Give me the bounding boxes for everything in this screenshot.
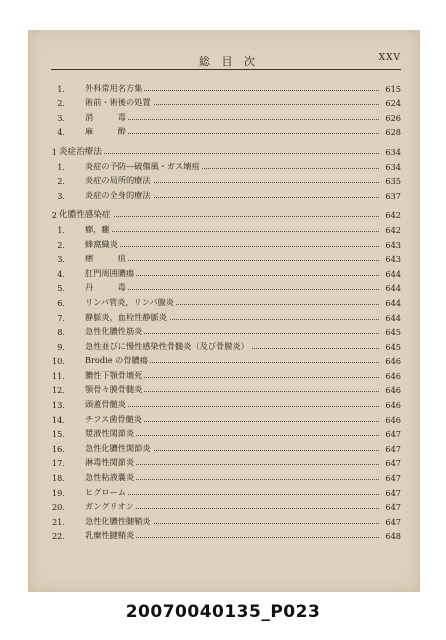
toc-entry-title: 丹 毒 [85,282,126,293]
toc-entry-row [29,264,419,279]
table-of-contents [29,79,419,541]
toc-entry-row [29,250,419,265]
toc-entry-number: 2. [57,176,65,187]
toc-entry-title: 漿液性関節炎 [85,428,135,439]
toc-entry-row [29,279,419,294]
toc-entry-page: 647 [379,473,401,483]
toc-entry-number: 11. [51,370,65,381]
toc-entry-title: 頭蓋骨髄炎 [85,399,126,410]
toc-entry-number: 16. [51,443,65,454]
toc-entry-title: 肛門周囲膿瘍 [85,267,135,278]
leader-dots [89,231,383,232]
toc-entry-number: 19. [51,487,65,498]
toc-entry-number: 4. [57,268,65,279]
toc-entry-page: 642 [379,225,401,235]
toc-entry-page: 644 [379,298,401,308]
toc-entry-page: 646 [379,415,401,425]
toc-entry-row [29,527,419,542]
toc-entry-title: 炎症の局所的療法 [85,175,151,186]
toc-entry-row [29,220,419,235]
toc-entry-number: 2. [57,239,65,250]
toc-entry-page: 635 [379,176,401,186]
toc-entry-page: 615 [379,84,401,94]
leader-dots [89,406,383,407]
toc-entry-title: 蜂窩織炎 [85,238,118,249]
toc-entry-page: 634 [379,162,401,172]
header-rule [51,69,401,70]
toc-entry-title: 消 毒 [85,111,126,122]
toc-entry-number: 8. [57,327,65,338]
toc-entry-page: 645 [379,327,401,337]
toc-entry-number: 1. [57,83,65,94]
toc-entry-row [29,308,419,323]
toc-entry-row [29,123,419,138]
toc-entry-page: 647 [379,502,401,512]
toc-entry-title: 急性並びに慢性感染性骨髄炎（及び骨膜炎） [85,340,249,351]
toc-entry-row [29,293,419,308]
toc-entry-number: 13. [51,400,65,411]
toc-entry-number: 3. [57,112,65,123]
toc-entry-title: 麻 酔 [85,126,126,137]
leader-dots [89,289,383,290]
toc-entry-title: 炎症の予防―破傷風・ガス壊疽 [85,160,200,171]
toc-entry-number: 10. [51,356,65,367]
toc-entry-page: 644 [379,269,401,279]
toc-entry-row [29,235,419,250]
toc-entry-number: 2. [57,98,65,109]
toc-entry-title: 癤，癰 [85,223,110,234]
toc-entry-page: 637 [379,191,401,201]
toc-entry-title: 瘭 疽 [85,253,126,264]
toc-entry-title: ヒグローム [85,486,126,497]
page-title: 総 目 次 [199,55,259,68]
toc-entry-title: 急性化膿性関節炎 [85,442,151,453]
toc-entry-row [29,172,419,187]
toc-entry-page: 643 [379,240,401,250]
toc-entry-page: 642 [379,210,401,220]
toc-entry-title: 急性粘液嚢炎 [85,472,135,483]
toc-entry-row [29,94,419,109]
toc-entry-title: 術前・術後の処置 [85,97,151,108]
toc-entry-row [29,395,419,410]
toc-entry-number: 1 [51,146,57,157]
toc-entry-title: 膿性下顎骨壊死 [85,369,143,380]
toc-entry-page: 626 [379,113,401,123]
toc-entry-page: 648 [379,531,401,541]
toc-entry-title: 乳糜性腱鞘炎 [85,530,135,541]
toc-entry-page: 634 [379,147,401,157]
toc-entry-row [29,381,419,396]
toc-entry-title: ガングリオン [85,501,134,512]
toc-entry-page: 647 [379,429,401,439]
page-numeral: XXV [378,53,401,63]
toc-entry-number: 3. [57,254,65,265]
toc-entry-page: 624 [379,98,401,108]
toc-entry-number: 15. [51,429,65,440]
toc-entry-page: 646 [379,371,401,381]
toc-entry-title: 静脈炎，血栓性静脈炎 [85,311,167,322]
toc-entry-row [29,498,419,513]
toc-entry-page: 644 [379,283,401,293]
leader-dots [89,119,383,120]
toc-entry-row [29,186,419,201]
toc-entry-number: 3. [57,190,65,201]
toc-entry-number: 17. [51,458,65,469]
leader-dots [89,246,383,247]
leader-dots [89,260,383,261]
toc-entry-row [29,410,419,425]
toc-entry-page: 644 [379,313,401,323]
toc-entry-title: リンパ管炎，リンパ腺炎 [85,296,174,307]
toc-section-row [29,142,419,157]
toc-section-row [29,206,419,221]
toc-entry-number: 12. [51,385,65,396]
toc-entry-number: 2 [51,210,57,221]
toc-entry-page: 628 [379,127,401,137]
toc-entry-row [29,352,419,367]
toc-entry-number: 21. [51,516,65,527]
toc-entry-number: 14. [51,414,65,425]
toc-entry-number: 6. [57,297,65,308]
toc-entry-row [29,483,419,498]
toc-entry-row [29,108,419,123]
toc-entry-title: 外科常用名方集 [85,82,143,93]
toc-entry-row [29,468,419,483]
toc-entry-row [29,425,419,440]
toc-entry-row [29,157,419,172]
toc-entry-row [29,366,419,381]
toc-entry-page: 647 [379,488,401,498]
toc-entry-number: 7. [57,312,65,323]
toc-entry-page: 646 [379,385,401,395]
toc-entry-row [29,79,419,94]
toc-entry-number: 4. [57,127,65,138]
toc-entry-title: 炎症の全身的療法 [85,189,151,200]
toc-entry-page: 643 [379,254,401,264]
toc-entry-row [29,454,419,469]
toc-entry-title: チフス菌骨髄炎 [85,413,142,424]
toc-entry-title: 急性化膿性腱鞘炎 [85,515,151,526]
toc-entry-number: 1. [57,224,65,235]
toc-entry-row [29,512,419,527]
toc-entry-title: 顎骨々膜骨髄炎 [85,384,143,395]
toc-entry-title: Brodie の骨膿瘍 [85,355,148,366]
toc-entry-number: 18. [51,473,65,484]
toc-entry-number: 20. [51,502,65,513]
scanned-page [28,30,420,592]
toc-entry-page: 647 [379,458,401,468]
toc-entry-title: 急性化膿性筋炎 [85,326,143,337]
leader-dots [63,153,383,154]
toc-entry-row [29,323,419,338]
toc-entry-number: 22. [51,531,65,542]
leader-dots [89,133,383,134]
leader-dots [89,494,383,495]
toc-entry-page: 645 [379,342,401,352]
toc-entry-title: 化膿性感染症 [59,210,111,221]
toc-entry-page: 646 [379,400,401,410]
toc-entry-page: 646 [379,356,401,366]
toc-entry-title: 炎症治療法 [59,146,102,157]
toc-entry-row [29,439,419,454]
toc-entry-title: 淋毒性関節炎 [85,457,135,468]
toc-entry-number: 5. [57,283,65,294]
toc-entry-page: 647 [379,517,401,527]
toc-entry-page: 647 [379,444,401,454]
toc-entry-row [29,337,419,352]
toc-entry-number: 9. [57,341,65,352]
image-id-caption: 20070040135_P023 [125,602,321,622]
toc-entry-number: 1. [57,161,65,172]
